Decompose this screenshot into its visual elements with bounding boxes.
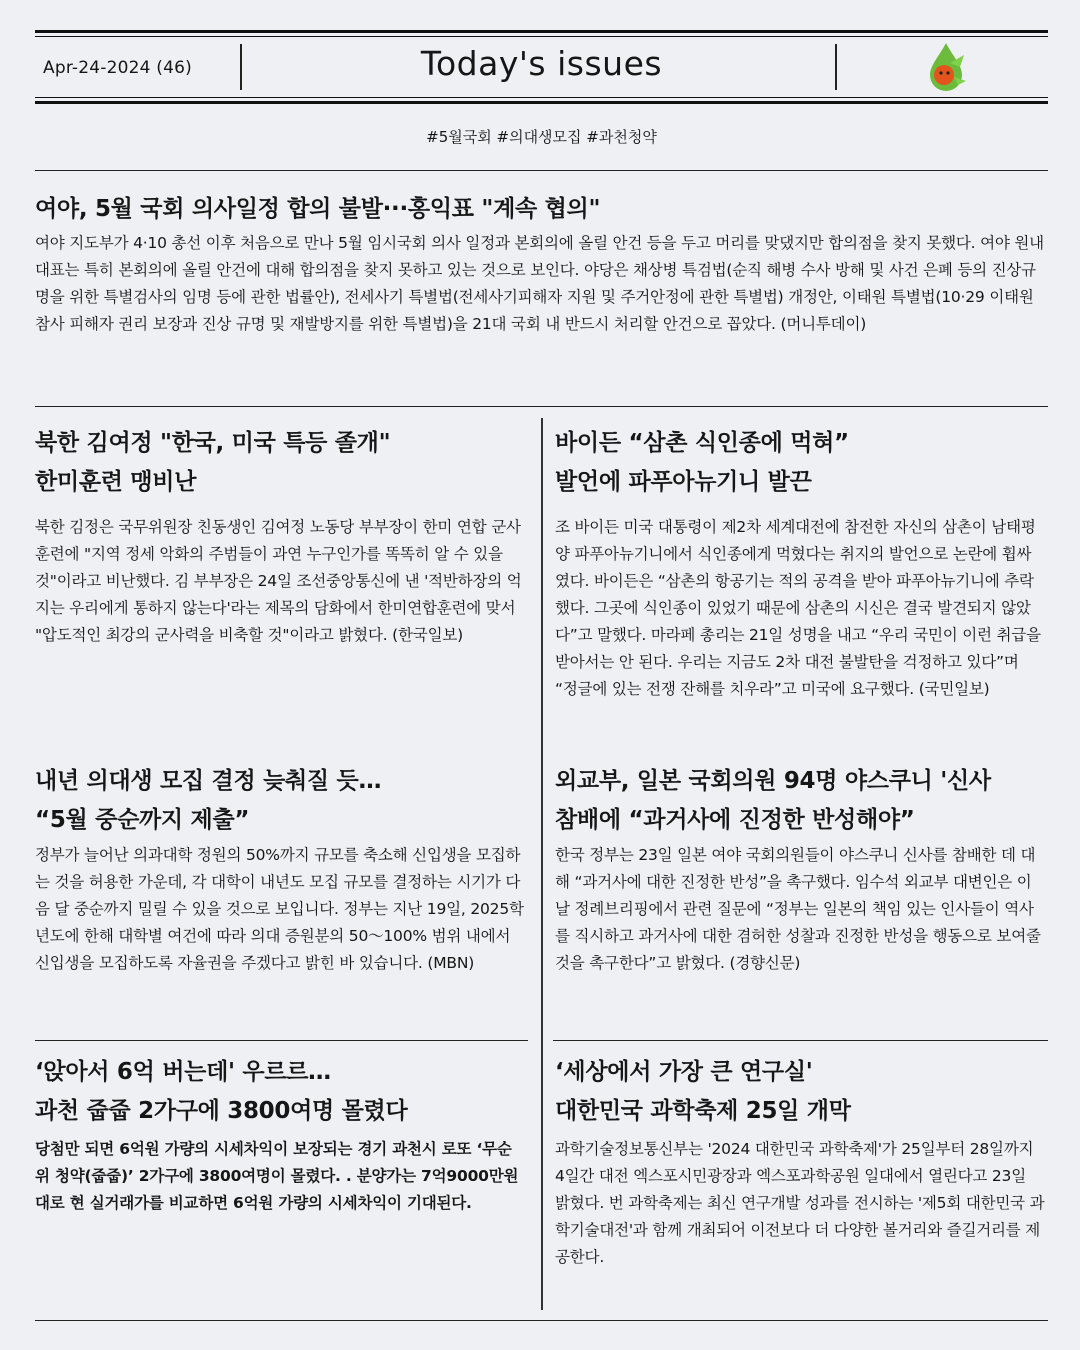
section-divider-bottom	[35, 1320, 1048, 1321]
headline-line: 외교부, 일본 국회의원 94명 야스쿠니 '신사	[555, 768, 991, 794]
headline-line: 내년 의대생 모집 결정 늦춰질 듯…	[35, 768, 382, 794]
article-body: 북한 김정은 국무위원장 친동생인 김여정 노동당 부부장이 한미 연합 군사훈련에 "지역 정세 악화의 주범들이 과연 누구인가를 똑똑히 알 수 있을 것"이라고 비난했다. 김 부부장은 24일 조선중앙통신에 낸 '적반하장의 억지는 우리에게 통하지 않는다'라는 제목의 담화에서 한미연합훈련에 맞서 "압도적인 최강의 군사력을 비축할 것"이라고 밝혔다. (한국일보)	[35, 518, 522, 644]
headline-line: ‘앉아서 6억 버는데' 우르르…	[35, 1059, 331, 1085]
masthead-divider-right	[835, 44, 837, 90]
article-headline	[555, 762, 1045, 840]
article-headline	[35, 190, 1045, 229]
article-body: 한국 정부는 23일 일본 여야 국회의원들이 야스쿠니 신사를 참배한 데 대해 “과거사에 대한 진정한 반성”을 촉구했다. 임수석 외교부 대변인은 이날 정례브리핑에서 관련 질문에 “정부는 일본의 책임 있는 인사들이 역사를 직시하고 과거사에 대한 겸허한 성찰과 진정한 반성을 행동으로 보여줄 것을 촉구한다”고 밝혔다. (경향신문)	[555, 846, 1041, 972]
article-body: 여야 지도부가 4·10 총선 이후 처음으로 만나 5월 임시국회 의사 일정과 본회의에 올릴 안건 등을 두고 머리를 맞댔지만 합의점을 찾지 못했다. 여야 원내대표는 특히 본회의에 올릴 안건에 대해 합의점을 찾지 못하고 있는 것으로 보인다. 야당은 채상병 특검법(순직 해병 수사 방해 및 사건 은폐 등의 진상규명을 위한 특별검사의 임명 등에 관한 법률안), 전세사기 특별법(전세사기피해자 지원 및 주거안정에 관한 특별법) 개정안, 이태원 특별법(10·29 이태원 참사 피해자 권리 보장과 진상 규명 및 재발방지를 위한 특별법)을 21대 국회 내 반드시 처리할 안건으로 꼽았다. (머니투데이)	[35, 234, 1044, 333]
headline-line: 여야, 5월 국회 의사일정 합의 불발···홍익표 "계속 협의"	[35, 196, 601, 222]
headline-line: 한미훈련 맹비난	[35, 469, 197, 495]
header-bottom-rule-thin	[35, 97, 1048, 98]
headline-line: 대한민국 과학축제 25일 개막	[555, 1098, 851, 1124]
column-divider	[541, 418, 543, 1310]
article-body: 정부가 늘어난 의과대학 정원의 50%까지 규모를 축소해 신입생을 모집하는 것을 허용한 가운데, 각 대학이 내년도 모집 규모를 결정하는 시기가 다음 달 중순까지 밀릴 수 있을 것으로 보입니다. 정부는 지난 19일, 2025학년도에 한해 대학별 여건에 따라 의대 증원분의 50～100% 범위 내에서 신입생을 모집하도록 자율권을 주겠다고 밝힌 바 있습니다. (MBN)	[35, 846, 524, 972]
article-headline	[555, 1053, 1045, 1131]
article-body: 과학기술정보통신부는 '2024 대한민국 과학축제'가 25일부터 28일까지 4일간 대전 엑스포시민광장과 엑스포과학공원 일대에서 열린다고 23일 밝혔다. 번 과학축제는 최신 연구개발 성과를 전시하는 '제5회 대한민국 과학기술대전'과 함께 개최되어 이전보다 더 다양한 볼거리와 즐길거리를 제공한다.	[555, 1140, 1045, 1266]
article-headline	[555, 424, 1045, 502]
article-gwacheon-subscription	[35, 1053, 525, 1217]
article-kim-yo-jong	[35, 424, 525, 649]
headline-line: 발언에 파푸아뉴기니 발끈	[555, 469, 812, 495]
header-top-rule-thick	[35, 30, 1048, 33]
article-headline	[35, 424, 525, 502]
issue-date: Apr-24-2024 (46)	[43, 58, 192, 78]
article-headline	[35, 762, 525, 840]
article-body: 당첨만 되면 6억원 가량의 시세차익이 보장되는 경기 과천시 로또 ‘무순위 청약(줍줍)’ 2가구에 3800여명이 몰렸다. . 분양가는 7억9000만원대로 현 실거래가를 비교하면 6억원 가량의 시세차익이 기대된다.	[35, 1140, 519, 1212]
headline-line: 참배에 “과거사에 진정한 반성해야”	[555, 807, 915, 833]
page-title: Today's issues	[420, 44, 663, 83]
right-column-divider	[553, 1040, 1048, 1041]
article-headline	[35, 1053, 525, 1131]
headline-line: 북한 김여정 "한국, 미국 특등 졸개"	[35, 430, 391, 456]
header-bottom-rule-thick	[35, 101, 1048, 104]
article-yasukuni	[555, 762, 1045, 977]
headline-line: 과천 줍줍 2가구에 3800여명 몰렸다	[35, 1098, 408, 1124]
headline-line: 바이든 “삼촌 식인종에 먹혀”	[555, 430, 849, 456]
article-science-festival	[555, 1053, 1045, 1271]
headline-line: “5월 중순까지 제출”	[35, 807, 250, 833]
article-biden-remark	[555, 424, 1045, 703]
section-divider-middle	[35, 406, 1048, 407]
left-column-divider	[35, 1040, 528, 1041]
green-drop-mascot-icon	[920, 41, 972, 93]
section-divider-top	[35, 170, 1048, 171]
masthead	[35, 36, 1048, 98]
article-medical-admission	[35, 762, 525, 977]
hashtag-line: #5월국회 #의대생모집 #과천청약	[426, 128, 657, 146]
article-body: 조 바이든 미국 대통령이 제2차 세계대전에 참전한 자신의 삼촌이 남태평양 파푸아뉴기니에서 식인종에게 먹혔다는 취지의 발언으로 논란에 휩싸였다. 바이든은 “삼촌의 항공기는 적의 공격을 받아 파푸아뉴기니에 추락했다. 그곳에 식인종이 있었기 때문에 삼촌의 시신은 결국 발견되지 않았다”고 말했다. 마라페 총리는 21일 성명을 내고 “우리 국민이 이런 취급을 받아서는 안 된다. 우리는 지금도 2차 대전 불발탄을 걱정하고 있다”며 “정글에 있는 전쟁 잔해를 치우라”고 미국에 요구했다. (국민일보)	[555, 518, 1041, 698]
headline-line: ‘세상에서 가장 큰 연구실'	[555, 1059, 813, 1085]
article-lead	[35, 190, 1045, 338]
